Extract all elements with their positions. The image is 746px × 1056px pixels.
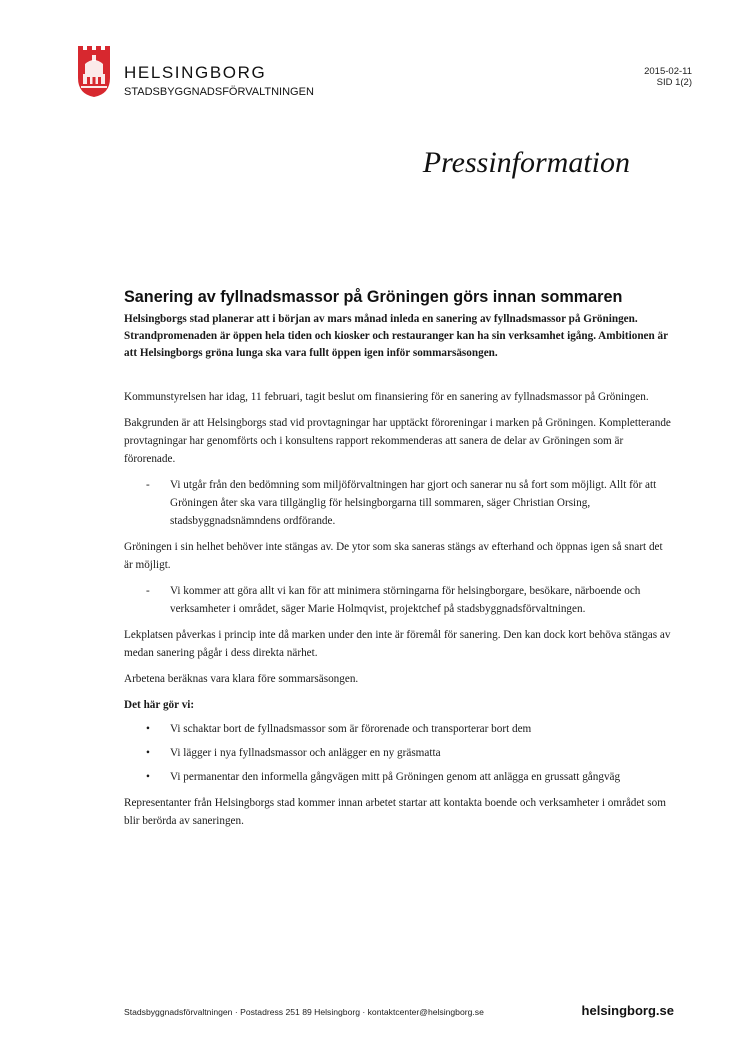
paragraph: Arbetena beräknas vara klara före sommarsäsongen. <box>124 673 359 685</box>
list-item <box>124 720 674 738</box>
footer-address: Stadsbyggnadsförvaltningen · Postadress 251 89 Helsingborg · kontaktcenter@helsingborg.se <box>124 1007 484 1017</box>
list-item-text: Vi permanentar den informella gångvägen mitt på Gröningen genom att anlägga en grussatt gångväg <box>170 771 621 783</box>
list-item-text: Vi schaktar bort de fyllnadsmassor som är förorenade och transporterar bort dem <box>170 723 532 735</box>
document-date: 2015-02-11 <box>644 66 692 77</box>
paragraph: Kommunstyrelsen har idag, 11 februari, tagit beslut om finansiering för en sanering av fyllnadsmassor på Gröningen. <box>124 391 649 403</box>
article-lead: Helsingborgs stad planerar att i början av mars månad inleda en sanering av fyllnadsmassor på Gröningen. Strandpromenaden är öppen hela tiden och kiosker och restauranger kan ha sin verksamhet igång. Ambitionen är att Helsingborgs gröna lunga ska vara fullt öppen igen inför sommarsäsongen. <box>124 313 668 359</box>
paragraph: Representanter från Helsingborgs stad kommer innan arbetet startar att kontakta boende och verksamheter i området som blir berörda av saneringen. <box>124 797 666 827</box>
quote-text: Vi utgår från den bedömning som miljöförvaltningen har gjort och sanerar nu så fort som möjligt. Allt för att Gröningen åter ska vara tillgänglig för helsingborgarna till sommaren, säger Christian Orsing, stadsbyggnadsnämndens ordförande. <box>170 479 657 527</box>
article-title: Sanering av fyllnadsmassor på Gröningen görs innan sommaren <box>124 288 623 306</box>
bullet-icon: • <box>146 723 150 735</box>
document-type-heading: Pressinformation <box>422 146 630 179</box>
dash-marker: - <box>146 479 150 491</box>
bullet-list <box>124 720 674 786</box>
bullet-icon: • <box>146 747 150 759</box>
document-meta <box>644 66 692 88</box>
quote <box>124 582 674 618</box>
list-item <box>124 744 674 762</box>
paragraph: Lekplatsen påverkas i princip inte då marken under den inte är föremål för sanering. Den kan dock kort behöva stängas av medan sanering pågår i dess direkta närhet. <box>124 629 671 659</box>
org-name: HELSINGBORG <box>124 63 267 82</box>
list-item-text: Vi lägger i nya fyllnadsmassor och anlägger en ny gräsmatta <box>170 747 441 759</box>
page-number: SID 1(2) <box>656 77 692 88</box>
article-body <box>124 288 674 838</box>
subheading: Det här gör vi: <box>124 699 195 711</box>
footer-website-link[interactable]: helsingborg.se <box>581 1003 674 1018</box>
quote <box>124 476 674 530</box>
list-item <box>124 768 674 786</box>
quote-text: Vi kommer att göra allt vi kan för att minimera störningarna för helsingborgare, besökare, närboende och verksamheter i området, säger Marie Holmqvist, projektchef på stadsbyggnadsförvaltningen. <box>170 585 641 615</box>
dash-marker: - <box>146 585 150 597</box>
paragraph: Gröningen i sin helhet behöver inte stängas av. De ytor som ska saneras stängs av efterhand och öppnas igen så snart det är möjligt. <box>124 541 663 571</box>
paragraph: Bakgrunden är att Helsingborgs stad vid provtagningar har upptäckt föroreningar i marken på Gröningen. Kompletterande provtagningar har genomförts och i konsultens rapport rekommenderas att sanera de delar av Gröningen som är förorenade. <box>124 417 671 465</box>
helsingborg-crest-logo <box>76 44 112 98</box>
bullet-icon: • <box>146 771 150 783</box>
department-name: STADSBYGGNADSFÖRVALTNINGEN <box>124 86 314 98</box>
